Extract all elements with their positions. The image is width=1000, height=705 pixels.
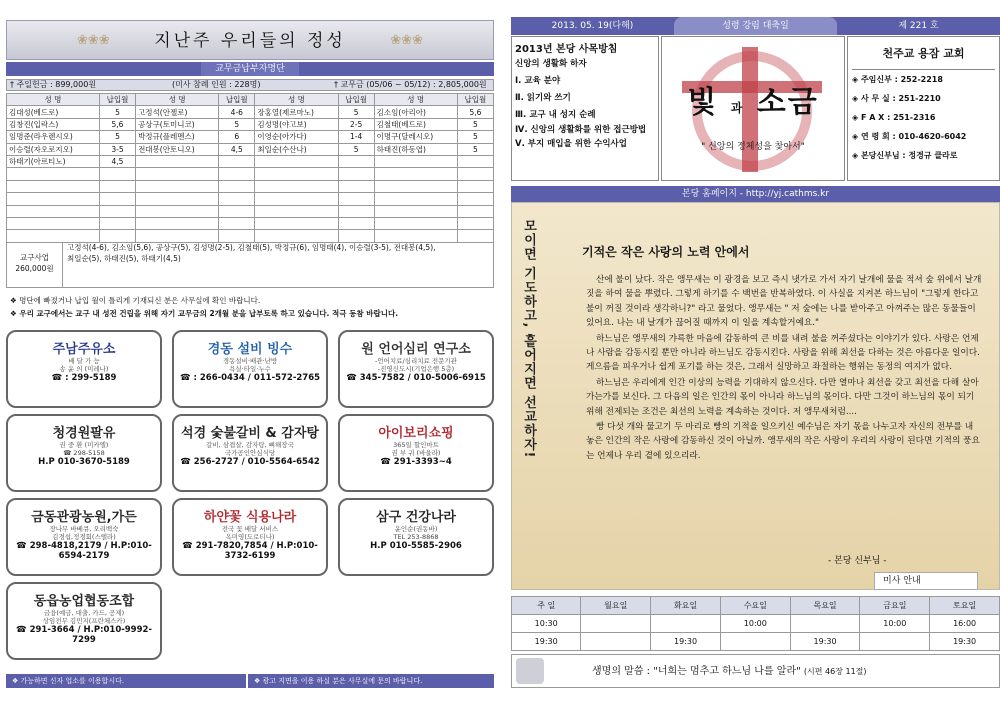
policy-item: Ⅰ. 교육 분야 [515,76,561,86]
word-of-life [511,654,1000,688]
table-cell: 공상구(토미니코) [136,118,219,130]
ad-phone: ☎ 345-7582 / 010-5006-6915 [346,373,486,383]
schedule-time [581,633,651,651]
diocese-project-row [6,242,494,288]
project-donors-line: 고정석(4-6), 김소임(5,6), 공상구(5), 김성명(2-5), 김철태(5), 박정규(6), 임명태(4), 이승렬(3-5), 전대봉(4,5), [67,243,436,252]
schedule-time [790,615,860,633]
table-cell [99,168,135,180]
table-row [7,180,494,192]
schedule-time: 10:00 [860,615,930,633]
ad-line: 윤인순(권동바) [394,525,438,533]
ad-phone: ☎ : 266-0434 / 011-572-2765 [179,373,321,383]
table-cell: 하태진(하동엽) [374,143,457,155]
table-cell: 5,6 [99,118,135,130]
ad-name: 주남주유소 [52,342,116,357]
feast-name: 성령 강림 대축일 [674,17,837,35]
summary-row [6,79,494,91]
parish-contact: ◈ 본당신부님 : 정경규 클라로 [852,151,958,160]
table-cell [457,168,493,180]
ad-name: 아이보리쇼핑 [378,426,454,441]
table-cell: 3-5 [99,143,135,155]
table-cell [338,217,374,229]
table-cell [7,168,100,180]
logo-motto: " 신앙의 정체성을 찾아서" [701,142,805,152]
table-cell [99,205,135,217]
ad-phone: ☎ 256-2727 / 010-5564-6542 [180,457,320,467]
table-row [7,118,494,130]
table-cell: 전대봉(안토니오) [136,143,219,155]
table-cell [136,205,219,217]
table-cell [374,230,457,242]
schedule-day: 화요일 [651,597,721,615]
table-cell [374,193,457,205]
mass-schedule [511,596,1000,651]
table-cell [99,193,135,205]
ad-line: 갈비, 삼겹살, 감자탕, 뼈해장국 [206,441,294,449]
vertical-slogan: 모이면 기도하고, 흩어지면 선교하자! [521,219,536,459]
table-cell [457,180,493,192]
ad-line: 365일 할인마트 [393,441,439,449]
table-cell [7,205,100,217]
parish-name: 천주교 용잠 교회 [882,47,965,60]
policy-item: Ⅱ. 읽기와 쓰기 [515,93,571,103]
ad-line: 상임전무 김민지(프란체스카) [42,617,126,625]
ad-box [338,498,494,576]
logo-box [661,36,845,181]
bulletin-logo [662,77,844,121]
table-cell [219,180,255,192]
ad-phone: ☎ 291-3393~4 [380,457,452,467]
table-row [7,193,494,205]
schedule-time: 10:00 [720,615,790,633]
issue-number: 제 221 호 [898,21,939,31]
policy-item: Ⅲ. 교구 내 성지 순례 [515,110,596,120]
footer-right: ❖ 광고 지면을 이용 하실 분은 사무실에 문의 바랍니다. [248,674,494,688]
ad-box [338,330,494,408]
donation-title: 지난주 우리들의 정성 [154,31,346,51]
table-header-cell: 납입월 [457,94,493,106]
issue-date: 2013. 05. 19(다해) [551,21,634,31]
ad-box [172,414,328,492]
project-donors-line: 최일순(5), 하태진(5), 하태기(4,5) [67,254,181,263]
table-cell: 고정석(안젤로) [136,106,219,118]
table-row [7,155,494,167]
table-cell [136,155,219,167]
table-cell [136,230,219,242]
table-cell: 5 [99,106,135,118]
ad-name: 동읍농업협동조합 [33,594,135,609]
article-body [586,273,982,464]
schedule-day: 목요일 [790,597,860,615]
project-label-amount: 260,000원 [15,264,54,273]
logo-and: 과 [730,101,745,115]
parish-contact: ◈ 주임신부 : 252-2218 [852,75,943,84]
table-cell: 4,5 [219,143,255,155]
schedule-time: 19:30 [651,633,721,651]
table-cell [374,168,457,180]
ad-line: 권 중 환 (미카엘) [59,441,109,449]
table-cell [338,205,374,217]
table-cell [457,217,493,229]
ad-line: 송 윤 의 (미레나) [59,365,109,373]
article-section [511,202,1000,590]
schedule-day: 토요일 [930,597,1000,615]
table-cell [457,193,493,205]
table-cell [7,193,100,205]
word-quote: "너희는 멈추고 하느님 나를 알라" [653,666,801,677]
article-paragraph: 산에 불이 났다. 작은 앵무새는 이 광경을 보고 즉시 냇가로 가서 자기 날개에 물을 적셔 숲 위에서 날개 짓을 하여 물을 뿌렸다. 그렇게 하기를 수 백번을 반복하였다. 이 사실을 지켜본 하느님이 "그렇게 한다고 불이 꺼질 것이라 생각하니?" 라고 물었다. 앵무새는 " 저 숲에는 나를 받아주고 아껴주는 많은 동물들이 있어요. 나는 내 날개가 끊어질 때까지 이 일을 계속할거예요." [586,275,982,329]
ad-phone: ☎ 291-3664 / H.P:010-9992-7299 [16,625,152,645]
ad-box [6,498,162,576]
bulletin-topbar [511,17,1000,35]
schedule-time: 19:30 [930,633,1000,651]
ad-name: 금동관광농원,가든 [31,510,137,525]
table-cell: 5 [338,143,374,155]
notices [10,294,490,320]
table-cell [255,205,338,217]
table-row [7,217,494,229]
ad-box [6,330,162,408]
project-donors [67,242,491,264]
table-cell [99,230,135,242]
jesus-portrait-icon [516,658,544,684]
table-header-cell: 납입월 [338,94,374,106]
table-cell [338,155,374,167]
footer-left: ❖ 가능하면 신자 업소를 이용합시다. [6,674,246,688]
parish-contact: ◈ F A X : 251-2316 [852,113,936,122]
ad-box [6,414,162,492]
ad-name: 경동 설비 빙수 [207,342,293,357]
donation-subtitle: 교무금납부자명단 [201,62,299,76]
word-label: 생명의 말씀 : [592,666,651,677]
table-header-cell: 납입월 [219,94,255,106]
table-cell [457,155,493,167]
decoration-icon: ❀❀❀ [77,33,110,48]
ad-phone: H.P 010-3670-5189 [38,457,130,467]
table-cell [374,205,457,217]
notice-line: ❖ 명단에 빠졌거나 납입 월이 틀리게 기재되신 분은 사무실에 확인 바랍니다. [10,296,261,305]
table-cell [457,205,493,217]
table-cell: 김창진(입락스) [7,118,100,130]
table-cell: 5 [457,143,493,155]
table-row [7,131,494,143]
ad-line: 금융(예금, 대출, 카드, 공제) [43,609,125,617]
table-cell [338,193,374,205]
ad-name: 청경원팔유 [52,426,116,441]
table-header-cell: 성 명 [136,94,219,106]
mass-guide-label: 미사 안내 [874,572,978,590]
schedule-time: 19:30 [512,633,581,651]
table-cell: 임명준(라우렌시오) [7,131,100,143]
schedule-time [651,615,721,633]
donation-table [6,93,494,243]
table-cell [255,155,338,167]
policy-item: Ⅳ. 신앙의 생활화를 위한 접근방법 [515,125,647,135]
donation-subtitle-bar [6,62,494,76]
table-cell [338,180,374,192]
schedule-time [581,615,651,633]
table-cell: 2-5 [338,118,374,130]
table-row [7,230,494,242]
table-cell: 김성명(야고보) [255,118,338,130]
ad-line: -언어치료/심리치료 전문기관 [375,357,457,365]
table-cell [136,217,219,229]
table-cell [136,180,219,192]
table-header-cell: 성 명 [255,94,338,106]
ad-phone: ☎ : 299-5189 [51,373,117,383]
table-cell: 5 [457,118,493,130]
ad-box [338,414,494,492]
homepage-link[interactable]: 본당 홈페이지 - http://yj.cathms.kr [511,186,1000,202]
table-cell [374,180,457,192]
table-cell [99,217,135,229]
ad-line: TEL 253-8868 [393,533,439,541]
table-cell [219,217,255,229]
ad-phone: ☎ 291-7820,7854 / H.P:010-3732-6199 [182,541,318,561]
ad-phone: ☎ 298-4818,2179 / H.P:010-6594-2179 [16,541,152,561]
table-cell [136,193,219,205]
table-cell: 하태기(아르티노) [7,155,100,167]
ad-line: 장나무 바베큐, 오리백숙 [49,525,119,533]
project-label-name: 교구사업 [20,253,49,262]
article-paragraph: 하느님은 앵무새의 갸륵한 마음에 감동하여 큰 비를 내려 불을 꺼주셨다는 이야기가 있다. 사랑은 언제나 사람을 감동시킬 뿐만 아니라 하느님도 감동시킨다. 사랑을 위해 최선을 다하는 것은 아름다운 일이다. 게으름을 피우거나 쉽게 포기를 하는 것은, 그래서 실망하고 좌절하는 행위는 동정의 여지가 없다. [586,333,980,373]
schedule-time: 10:30 [512,615,581,633]
table-cell: 4,5 [99,155,135,167]
table-row [7,143,494,155]
table-row [7,205,494,217]
pastoral-policy-box [511,36,659,181]
table-cell [457,230,493,242]
table-row [7,168,494,180]
table-cell [255,168,338,180]
logo-light: 빛 [687,85,719,120]
attendance: (미사 참례 인원 : 228명) [172,80,261,89]
ad-line: -진영신도시(기업은행 5층) [377,365,455,373]
policy-title: 2013년 본당 사목방침 [515,44,618,55]
policy-item: Ⅴ. 부지 매입을 위한 수익사업 [515,139,627,149]
table-cell: 1-4 [338,131,374,143]
ad-line: 경동설비·배관·난방 [222,357,278,365]
schedule-day: 주 일 [512,597,581,615]
table-cell [136,168,219,180]
table-cell: 5,6 [457,106,493,118]
ad-line: ☎ 298-5158 [63,449,105,457]
table-cell: 4-6 [219,106,255,118]
ad-phone: H.P 010-5585-2906 [370,541,462,551]
table-header-cell: 성 명 [7,94,100,106]
table-cell [219,230,255,242]
sunday-offering: † 주일헌금 : 899,000원 [10,80,97,89]
table-cell: 5 [219,118,255,130]
project-label [7,242,63,288]
table-cell [338,168,374,180]
table-cell [338,230,374,242]
parish-contact: ◈ 연 령 회 : 010-4620-6042 [852,132,967,141]
right-page [511,0,1000,705]
table-cell [255,217,338,229]
table-cell: 김소임(아리아) [374,106,457,118]
article-paragraph: 빵 다섯 개와 물고기 두 마리로 빵의 기적을 일으키신 예수님은 자기 몫을 나누고자 자신의 전부를 내 놓은 인간의 작은 사랑에 감동하신 것이 아닐까. 앵무새의 작은 사랑이 우리의 사랑이 된다면 기적의 풍요는 언제나 우리 곁에 있으리라. [586,422,980,461]
article-signature: - 본당 신부님 - [828,556,887,566]
ad-line: 옥미영(도로티나) [225,533,275,541]
table-cell: 이영순(아가다) [255,131,338,143]
schedule-row [512,633,1000,651]
logo-salt: 소금 [756,85,819,120]
table-cell [7,180,100,192]
schedule-time [720,633,790,651]
schedule-time: 19:30 [790,633,860,651]
decoration-icon: ❀❀❀ [390,33,423,48]
table-cell: 5 [99,131,135,143]
ad-box [172,498,328,576]
ad-name: 석경 숯불갈비 & 감자탕 [181,426,319,441]
table-row [7,106,494,118]
ad-line: 욕실·타일·누수 [229,365,271,373]
ad-name: 삼구 건강나라 [376,510,456,525]
table-cell: 이명구(달레시오) [374,131,457,143]
notice-line: ❖ 우리 교구에서는 교구 내 성전 건립을 위해 자기 교무금의 2개월 분을 납부토록 하고 있습니다. 적극 동참 바랍니다. [10,309,399,318]
table-cell [255,180,338,192]
table-cell [7,217,100,229]
table-cell: 5 [338,106,374,118]
table-cell [219,193,255,205]
schedule-day: 월요일 [581,597,651,615]
ad-line: 전국 꽃 배달 서비스 [221,525,279,533]
table-cell [99,180,135,192]
schedule-time [860,633,930,651]
ad-name: 하얀꽃 식용나라 [203,510,297,525]
table-cell [255,193,338,205]
table-cell [374,155,457,167]
donation-header [6,20,494,60]
table-cell: 김대성(베드로) [7,106,100,118]
policy-subtitle: 신앙의 생활화 하자 [515,59,587,69]
table-cell: 6 [219,131,255,143]
ad-line: 권 부 귀 (바울라) [391,449,441,457]
diocese-due: † 교무금 (05/06 ~ 05/12) : 2,805,000원 [334,80,487,89]
word-reference: (시편 46장 11절) [803,667,867,676]
table-cell: 이승렬(자오로지오) [7,143,100,155]
table-cell [219,168,255,180]
table-header-cell: 납입월 [99,94,135,106]
table-cell [374,217,457,229]
ad-box [172,330,328,408]
schedule-time: 16:00 [930,615,1000,633]
table-cell [219,155,255,167]
table-cell [7,230,100,242]
parish-contact: ◈ 사 무 실 : 251-2210 [852,94,941,103]
ad-line: 국가공인안심식당 [224,449,276,457]
table-cell: 김철태(베드로) [374,118,457,130]
table-cell: 박정규(플레멘스) [136,131,219,143]
table-header-cell: 성 명 [374,94,457,106]
schedule-row [512,615,1000,633]
table-cell [255,230,338,242]
table-cell [219,205,255,217]
schedule-day: 금요일 [860,597,930,615]
ad-line: 김경섭,정경회(스텔라) [52,533,116,541]
article-paragraph: 하느님은 우리에게 인간 이상의 능력을 기대하지 않으신다. 다만 열마나 최선을 갖고 최선을 다해 살아가는가를 보신다. 그 다음의 일은 인간의 몫이 아니라 하느님의 몫이다. 다만 그것이 하느님의 몫이 되기 위해 전제되는 조건은 최선의 노력을 계속하는 것이다. 저 앵무새처럼.... [586,377,979,417]
schedule-day: 수요일 [720,597,790,615]
ad-line: 배 달 가 능 [68,357,100,365]
table-cell: 최일순(수산나) [255,143,338,155]
ad-box [6,582,162,660]
table-cell: 5 [457,131,493,143]
table-cell: 장홍열(제르마노) [255,106,338,118]
parish-info-box [847,36,1000,181]
article-title: 기적은 작은 사랑의 노력 안에서 [582,245,750,259]
ad-name: 원 언어심리 연구소 [361,342,471,357]
